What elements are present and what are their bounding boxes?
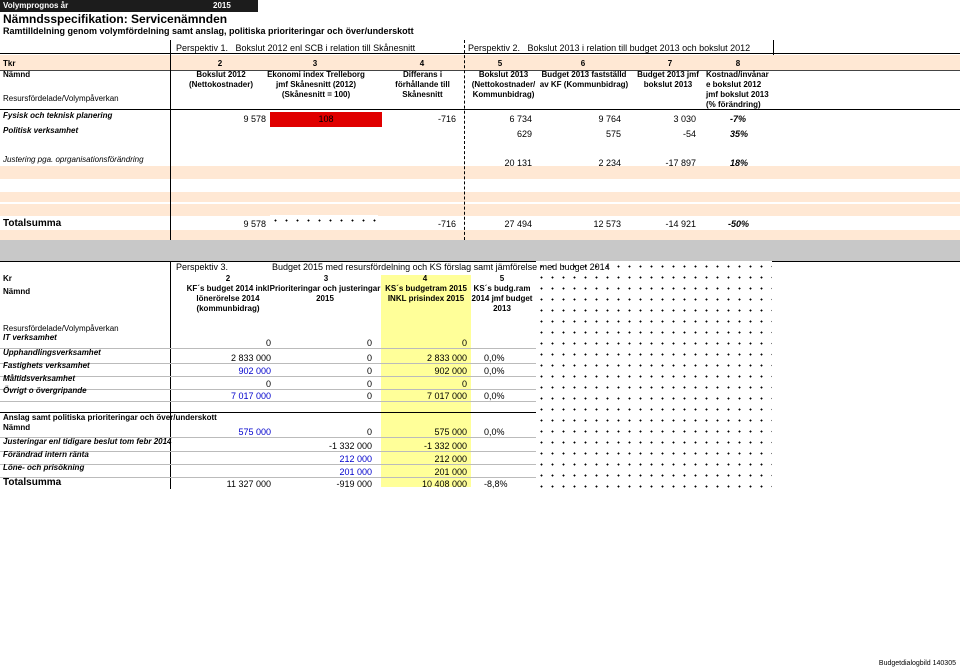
col-header: Budget 2013 fastställd av KF (Kommunbidrag) bbox=[539, 70, 629, 89]
cell: 0,0% bbox=[484, 353, 505, 363]
cell: 0 bbox=[366, 427, 372, 437]
cell: 212 000 bbox=[434, 454, 467, 464]
row-label: Upphandlingsverksamhet bbox=[3, 348, 101, 357]
resurs-label: Resursfördelade/Volympåverkan bbox=[3, 94, 119, 103]
cell: 0 bbox=[265, 379, 271, 389]
col-num: 4 bbox=[422, 274, 428, 283]
total1-c2: 9 578 bbox=[243, 219, 266, 229]
cell: 7 017 000 bbox=[426, 391, 467, 401]
row-label: Fastighets verksamhet bbox=[3, 361, 90, 370]
cell: 7 017 000 bbox=[230, 391, 271, 401]
total-cell: -919 000 bbox=[336, 479, 372, 489]
cell: 902 000 bbox=[238, 366, 271, 376]
cell: 0 bbox=[366, 338, 372, 348]
fysisk-c3: 108 bbox=[318, 114, 334, 124]
cell: 0 bbox=[366, 353, 372, 363]
row-label: Löne- och prisökning bbox=[3, 463, 85, 472]
total1-c5: 27 494 bbox=[504, 219, 532, 229]
page-subtitle: Ramtilldelning genom volymfördelning samt anslag, politiska prioriteringar och över/underskott bbox=[3, 26, 414, 36]
total-label-1: Totalsumma bbox=[3, 218, 62, 229]
fysisk-c5: 6 734 bbox=[509, 114, 532, 124]
col-num: 2 bbox=[217, 59, 223, 68]
cell: 0 bbox=[461, 379, 467, 389]
cell: 201 000 bbox=[339, 467, 372, 477]
cell: 201 000 bbox=[434, 467, 467, 477]
col-header: Kostnad/invånar e bokslut 2012 jmf bokslut 2013 (% förändring) bbox=[706, 70, 769, 109]
politisk-c7: -54 bbox=[682, 129, 696, 139]
cell: 0,0% bbox=[484, 366, 505, 376]
cell: 0 bbox=[366, 379, 372, 389]
col-num: 7 bbox=[667, 59, 673, 68]
page-title: Nämndsspecifikation: Servicenämnden bbox=[3, 12, 228, 26]
cell: 575 000 bbox=[238, 427, 271, 437]
volymprognos-label: Volymprognos år bbox=[3, 1, 69, 10]
justering-c5: 20 131 bbox=[504, 158, 532, 168]
col-num: 4 bbox=[419, 59, 425, 68]
col-header: Ekonomi index Trelleborg jmf Skånesnitt (2012) (Skånesnitt = 100) bbox=[267, 70, 365, 99]
row-label: Justeringar enl tidigare beslut tom febr 2014 bbox=[3, 437, 172, 446]
col-header: Prioriteringar och justeringar 2015 bbox=[269, 284, 381, 303]
row-label-fysisk: Fysisk och teknisk planering bbox=[3, 111, 113, 120]
justering-c8: 18% bbox=[730, 158, 749, 168]
row-label-politisk: Politisk verksamhet bbox=[3, 126, 79, 135]
justering-c7: -17 897 bbox=[665, 158, 696, 168]
table-1 bbox=[0, 40, 960, 260]
politisk-c8: 35% bbox=[730, 129, 749, 139]
col-header: KF´s budget 2014 inkl lönerörelse 2014 (kommunbidrag) bbox=[186, 284, 270, 313]
cell: -1 332 000 bbox=[328, 441, 372, 451]
total-cell: 10 408 000 bbox=[421, 479, 467, 489]
perspective-2-title: Perspektiv 2. Bokslut 2013 i relation till budget 2013 och bokslut 2012 bbox=[468, 43, 751, 53]
total-cell: 11 327 000 bbox=[226, 479, 271, 489]
col-header: Budget 2013 jmf bokslut 2013 bbox=[637, 70, 699, 89]
total1-c7: -14 921 bbox=[665, 219, 696, 229]
cell: 0 bbox=[366, 366, 372, 376]
col-num: 2 bbox=[225, 274, 231, 283]
col-header: KS´s budgetram 2015 INKL prisindex 2015 bbox=[385, 284, 467, 303]
col-header: Differans i förhållande till Skånesnitt bbox=[395, 70, 450, 99]
namnd-label-2: Nämnd bbox=[3, 287, 31, 296]
row-label: Förändrad intern ränta bbox=[3, 450, 89, 459]
justering-c6: 2 234 bbox=[598, 158, 621, 168]
tkr-label: Tkr bbox=[3, 59, 16, 68]
fysisk-c8: -7% bbox=[730, 114, 747, 124]
fysisk-c4: -716 bbox=[437, 114, 456, 124]
col-num: 3 bbox=[312, 59, 318, 68]
resurs-label-2: Resursfördelade/Volympåverkan bbox=[3, 324, 119, 333]
total1-c4: -716 bbox=[437, 219, 456, 229]
cell: 575 000 bbox=[434, 427, 467, 437]
cell: 0,0% bbox=[484, 391, 505, 401]
anslag-header: Anslag samt politiska prioriteringar och över/underskott bbox=[3, 413, 217, 422]
cell: 0 bbox=[265, 338, 271, 348]
fysisk-c6: 9 764 bbox=[598, 114, 621, 124]
volymprognos-year: 2015 bbox=[213, 1, 231, 10]
total1-c8: -50% bbox=[728, 219, 750, 229]
footer-note: Budgetdialogbild 140305 bbox=[878, 660, 956, 667]
cell: 902 000 bbox=[434, 366, 467, 376]
col-num: 8 bbox=[735, 59, 741, 68]
row-label-justering: Justering pga. oprganisationsförändring bbox=[3, 155, 144, 164]
row-label: Måltidsverksamhet bbox=[3, 374, 76, 383]
cell: 212 000 bbox=[339, 454, 372, 464]
perspective-3-title: Budget 2015 med resursfördelning och KS förslag samt jämförelse med budget 2014 bbox=[272, 262, 610, 272]
cell: 0 bbox=[461, 338, 467, 348]
col-num: 5 bbox=[497, 59, 503, 68]
anslag-separator bbox=[0, 412, 536, 413]
politisk-c5: 629 bbox=[516, 129, 532, 139]
total1-c6: 12 573 bbox=[593, 219, 621, 229]
row-label: IT verksamhet bbox=[3, 333, 57, 342]
col-num: 3 bbox=[323, 274, 329, 283]
total-label-2: Totalsumma bbox=[3, 477, 62, 488]
total-cell: -8,8% bbox=[484, 479, 508, 489]
col-num: 6 bbox=[580, 59, 586, 68]
namnd-label: Nämnd bbox=[3, 70, 31, 79]
row-label: Nämnd bbox=[3, 423, 31, 432]
perspective-1-title: Perspektiv 1. Bokslut 2012 enl SCB i relation till Skånesnitt bbox=[176, 43, 416, 53]
dotted-area bbox=[536, 261, 772, 489]
dotted-area bbox=[270, 215, 378, 229]
col-header: KS´s budg.ram 2014 jmf budget 2013 bbox=[471, 284, 533, 313]
perspective-3-label: Perspektiv 3. bbox=[176, 262, 229, 272]
col-num: 5 bbox=[499, 274, 505, 283]
cell: 2 833 000 bbox=[230, 353, 271, 363]
col-header: Bokslut 2012 (Nettokostnader) bbox=[188, 70, 253, 89]
cell: 0 bbox=[366, 391, 372, 401]
row-label: Övrigt o övergripande bbox=[3, 386, 87, 395]
fysisk-c2: 9 578 bbox=[243, 114, 266, 124]
politisk-c6: 575 bbox=[605, 129, 621, 139]
cell: -1 332 000 bbox=[423, 441, 467, 451]
col-header: Bokslut 2013 (Nettokostnader/ Kommunbidrag) bbox=[471, 70, 536, 99]
fysisk-c7: 3 030 bbox=[673, 114, 696, 124]
cell: 0,0% bbox=[484, 427, 505, 437]
table-2 bbox=[0, 240, 960, 490]
cell: 2 833 000 bbox=[426, 353, 467, 363]
kr-label: Kr bbox=[3, 274, 12, 283]
